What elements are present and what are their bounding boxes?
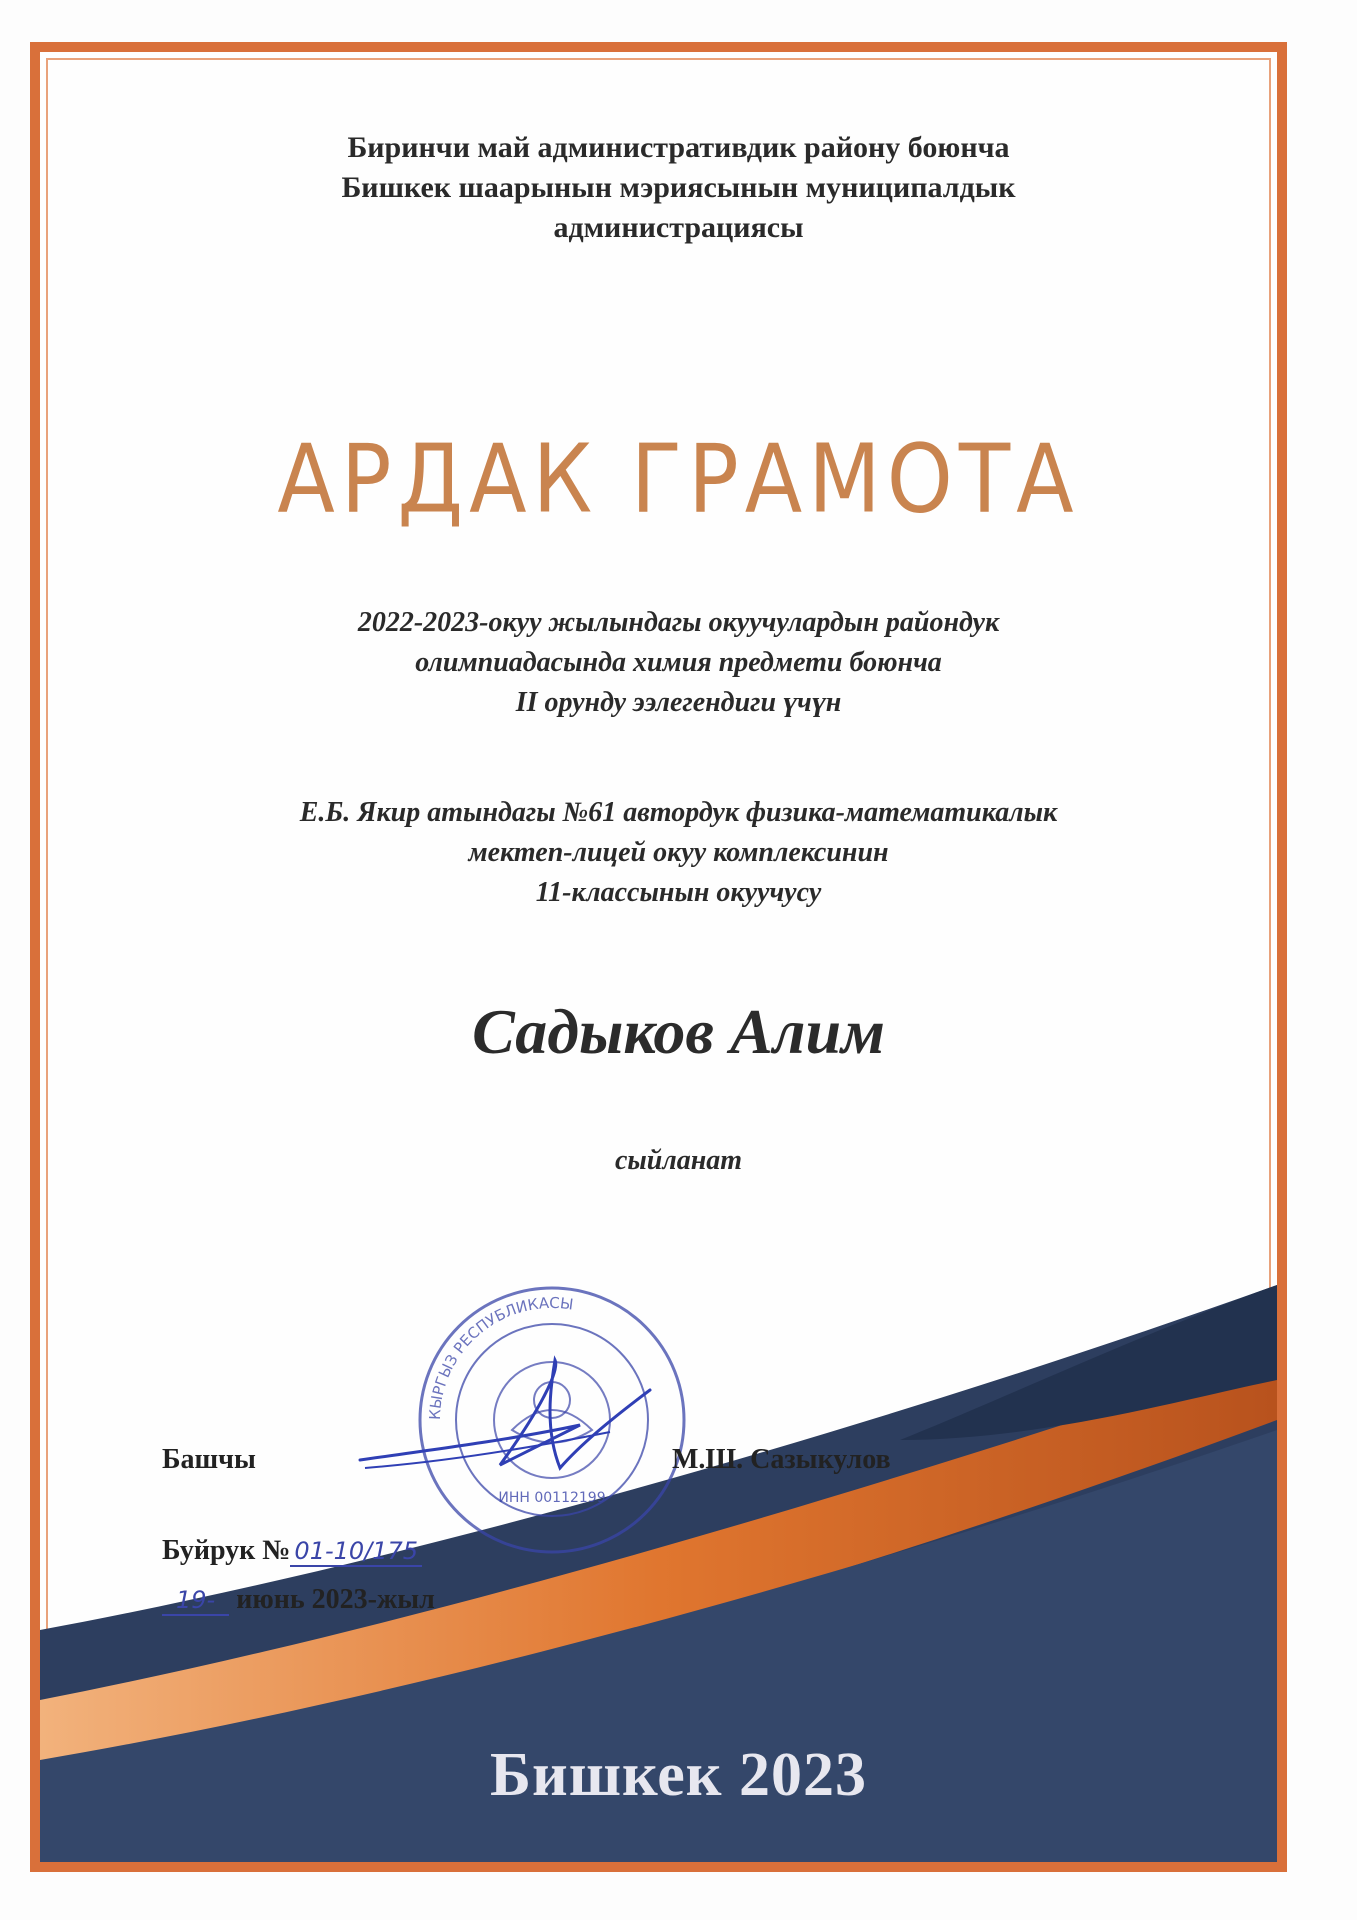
- order-label: Буйрук №: [162, 1535, 291, 1566]
- awarded-text: сыйланат: [614, 1145, 743, 1176]
- reason-line-1: 2022-2023-окуу жылындагы окуучулардын райондук: [357, 607, 1000, 638]
- signature-scribble: [350, 1350, 670, 1500]
- order-date-rest: июнь 2023-жыл: [236, 1584, 435, 1615]
- order-day: 19-: [162, 1586, 229, 1616]
- reason-line-3: II орунду ээлегендиги үчүн: [515, 687, 842, 718]
- org-line-3: администрациясы: [553, 211, 804, 244]
- order-date-line: [162, 1584, 435, 1616]
- school-info: [0, 793, 1357, 913]
- org-line-2: Бишкек шаарынын мэриясынын муниципалдык: [341, 171, 1016, 204]
- award-reason: [0, 603, 1357, 723]
- certificate-title: АРДАК ГРАМОТА: [277, 424, 1080, 534]
- signatory-role: Башчы: [162, 1444, 256, 1475]
- recipient-name: Садыков Алим: [472, 996, 885, 1067]
- order-number: 01-10/175: [290, 1537, 422, 1567]
- svg-text:КЫРГЫЗ РЕСПУБЛИКАСЫ: КЫРГЫЗ РЕСПУБЛИКАСЫ: [425, 1293, 575, 1421]
- school-line-3: 11-классынын окуучусу: [535, 877, 822, 908]
- signatory-name: М.Ш. Сазыкулов: [672, 1444, 891, 1475]
- school-line-1: Е.Б. Якир атындагы №61 автордук физика-математикалык: [299, 797, 1058, 828]
- issuing-organization: [0, 128, 1357, 248]
- order-line: [162, 1535, 422, 1567]
- reason-line-2: олимпиадасында химия предмети боюнча: [415, 647, 942, 678]
- svg-text:ИНН 00112199: ИНН 00112199: [498, 1490, 606, 1506]
- org-line-1: Биринчи май административдик району боюнча: [347, 131, 1010, 164]
- footer-city-year: Бишкек 2023: [490, 1741, 867, 1809]
- school-line-2: мектеп-лицей окуу комплексинин: [468, 837, 889, 868]
